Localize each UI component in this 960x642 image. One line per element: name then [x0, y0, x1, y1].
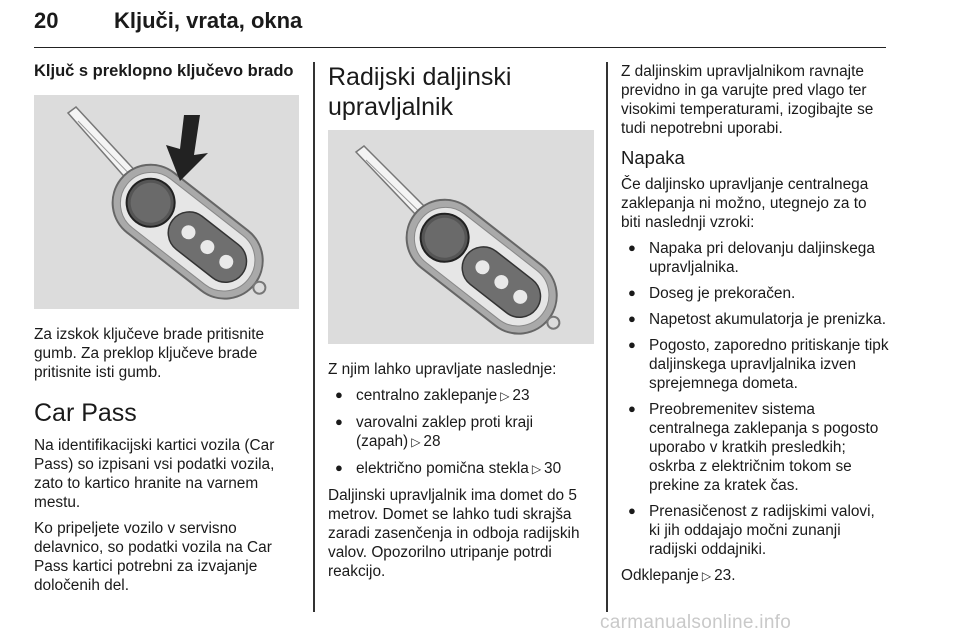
- page-ref: ▷ 23: [497, 387, 529, 404]
- page-ref: ▷ 28: [408, 433, 440, 450]
- flip-key-remote-icon: [328, 130, 594, 344]
- header-rule: [34, 47, 886, 48]
- section-heading: Napaka: [621, 147, 685, 168]
- list-item: ● Pogosto, zaporedno pritiskanje tipk daljinskega upravljalnika izven sprejemnega dometa.: [621, 336, 889, 393]
- list-item: ● Napaka pri delovanju daljinskega upravljalnika.: [621, 239, 889, 277]
- page-number: 20: [34, 8, 59, 33]
- column-divider: [606, 62, 608, 612]
- paragraph: Ko pripeljete vozilo v servisno delavnico, so podatki vozila na Car Pass kartici potrebni za izvajanje določenih del.: [34, 520, 272, 594]
- paragraph: Če daljinsko upravljanje centralnega zaklepanja ni možno, utegnejo za to biti naslednji vzroki:: [621, 176, 869, 231]
- list-item: ● varovalni zaklep proti kraji (zapah)▷ 28: [328, 413, 594, 452]
- list-item: ● Preobremenitev sistema centralnega zaklepanja s pogosto uporabo v kratkih presledkih; oskrba z električnim tokom se prekine za kratek čas.: [621, 400, 889, 495]
- column-left: [34, 62, 299, 602]
- section-heading: Car Pass: [34, 399, 137, 427]
- remote-key-image: [328, 130, 594, 344]
- page-header: [34, 8, 886, 52]
- column-middle: [328, 62, 594, 588]
- paragraph: Z njim lahko upravljate naslednje:: [328, 361, 557, 378]
- column-divider: [313, 62, 315, 612]
- feature-list: [328, 386, 594, 479]
- paragraph: Odklepanje▷ 23.: [621, 566, 889, 586]
- paragraph: Daljinski upravljalnik ima domet do 5 metrov. Domet se lahko tudi skrajša zaradi zasenčenja in odboja radijskih valov. Opozorilno utripanje potrdi reakcijo.: [328, 487, 580, 580]
- list-item: ● električno pomična stekla▷ 30: [328, 459, 594, 479]
- paragraph: Z daljinskim upravljalnikom ravnajte previdno in ga varujte pred vlago ter visokimi temperaturami, izogibajte se tudi nepotrebni uporabi.: [621, 63, 874, 137]
- page-ref: ▷ 30: [529, 460, 561, 477]
- section-heading: Ključ s preklopno ključevo brado: [34, 62, 294, 80]
- section-heading: Radijski daljinski upravljalnik: [328, 63, 512, 121]
- list-item: ● Doseg je prekoračen.: [621, 284, 889, 303]
- flip-key-icon: [34, 95, 299, 309]
- list-item: ● Napetost akumulatorja je prenizka.: [621, 310, 889, 329]
- cause-list: [621, 239, 889, 559]
- column-right: [621, 62, 889, 593]
- list-item: ● centralno zaklepanje▷ 23: [328, 386, 594, 406]
- list-item: ● Prenasičenost z radijskimi valovi, ki jih oddajajo močni zunanji radijski oddajniki.: [621, 502, 889, 559]
- watermark: carmanualsonline.info: [600, 612, 792, 633]
- paragraph: Za izskok ključeve brade pritisnite gumb. Za preklop ključeve brade pritisnite isti gumb.: [34, 326, 265, 381]
- page-ref: ▷ 23.: [699, 567, 736, 584]
- flip-key-image: [34, 95, 299, 309]
- paragraph: Na identifikacijski kartici vozila (Car Pass) so izpisani vsi podatki vozila, zato to kartico hranite na varnem mestu.: [34, 437, 275, 511]
- page-title: Ključi, vrata, okna: [114, 8, 303, 33]
